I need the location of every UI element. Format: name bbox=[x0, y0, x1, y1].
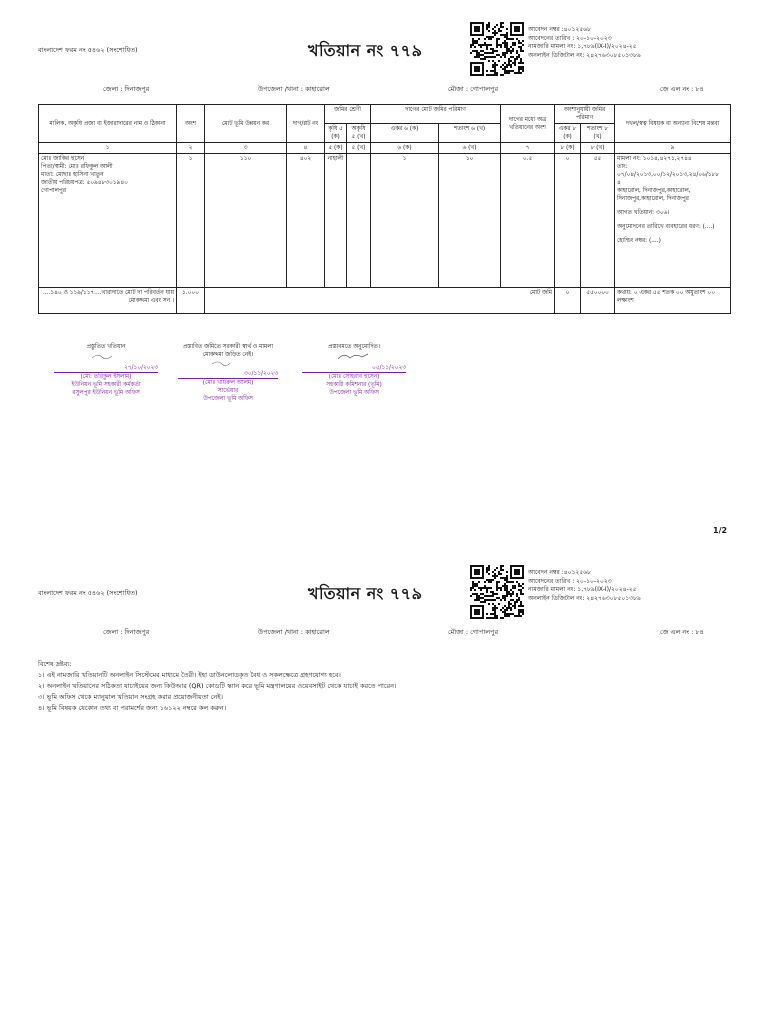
subheader-class-b: অকৃষি ৫ (খ) bbox=[347, 124, 371, 143]
signatory-designation: সার্ভেয়ার bbox=[217, 388, 239, 394]
page-number: 1/2 bbox=[713, 526, 728, 535]
footer-total-decimal: ৫৫০০০০ bbox=[581, 288, 615, 314]
khatian-share-cell: ০.৫ bbox=[501, 154, 555, 288]
remarks-line: দিনাজপুর,কাহারোল, দিনাজপুর bbox=[617, 196, 689, 202]
signature-block-3 bbox=[302, 343, 406, 397]
share-acre-cell: ০ bbox=[555, 154, 581, 288]
signatory-office: উপজেলা ভূমি অফিস bbox=[203, 396, 253, 402]
owner-father: পিতা/স্বামী: মোঃ রফিকুল আলী bbox=[41, 164, 113, 170]
district: জেলা : দিনাজপুর bbox=[103, 628, 150, 636]
remarks-line: ৪ bbox=[617, 180, 621, 186]
subheader-class-a: কৃষি ৫ (ক) bbox=[325, 124, 347, 143]
total-decimal-cell: ১০ bbox=[439, 154, 501, 288]
remarks-line: অনুমোদনের তারিখে ব্যবহারের ধরণ: (....) bbox=[617, 224, 715, 230]
special-notes bbox=[38, 659, 396, 714]
col-num: ৭ bbox=[501, 143, 555, 154]
note-item: ৪। ভূমি বিষয়ক যেকোন তথ্য বা পরামর্শের জন্য ১৬১২২ নম্বরে কল করুন। bbox=[38, 704, 227, 712]
col-num: ২ bbox=[177, 143, 205, 154]
qr-code-icon bbox=[470, 22, 524, 76]
remarks-line: তাং: bbox=[617, 164, 628, 170]
col-num: ৫ (ক) bbox=[325, 143, 347, 154]
header-share-land: অংশানুযায়ী জমির পরিমাণ bbox=[555, 105, 615, 124]
remarks-line: মামলা নং: ১০১৪,৪২৭১,২৭৪৪ bbox=[617, 156, 692, 162]
share-decimal-cell: ৫৫ bbox=[581, 154, 615, 288]
district: জেলা : দিনাজপুর bbox=[103, 85, 150, 93]
col-num: ৬ (ক) bbox=[371, 143, 439, 154]
footer-in-words: কথায়: ০ একর ৫৫ শতক ০০ অযুতাংশ ০০ লক্ষাংশ bbox=[615, 288, 731, 314]
footer-share-total: ১.০০০ bbox=[177, 288, 205, 314]
signature-scribble-icon bbox=[208, 359, 248, 367]
online-digital-number: অনলাইন ডিজিটাল নং: ২৪২৭৬৩০৮৫০১৩৮৯ bbox=[528, 594, 641, 602]
column-number-row bbox=[39, 143, 731, 154]
jl-number: জে এল নং : ৮৪ bbox=[660, 85, 704, 93]
application-info bbox=[528, 26, 641, 60]
application-date: আবেদনের তারিখ : ২০-১০-২০২৩ bbox=[528, 577, 612, 585]
signature-title: প্রস্তাবমতে অনুমোদিত। bbox=[328, 344, 380, 350]
signatory-office: উপজেলা ভূমি অফিস bbox=[329, 390, 379, 396]
col-num: ১ bbox=[39, 143, 177, 154]
signatory-name: (মো: তরিকুল ইসলাম) bbox=[80, 374, 132, 380]
mutation-case-number: নামজারি মামলা নং: ১,৭৮৯(IX-I)/২০২৪-২৫ bbox=[528, 43, 637, 50]
header-owner: মালিক, অকৃষি প্রজা বা ইজারাদারের নাম ও ঠিকানা bbox=[39, 105, 177, 143]
total-acre-cell: ১ bbox=[371, 154, 439, 288]
signature-scribble-icon bbox=[86, 351, 126, 361]
mouza: মৌজা : গোপালপুর bbox=[448, 628, 499, 636]
col-num: ৯ bbox=[615, 143, 731, 154]
signatory-designation: সহকারী কমিশনার (ভূমি) bbox=[326, 382, 382, 388]
application-number: আবেদন নম্বর :৪০১২৫৬৮ bbox=[528, 26, 592, 33]
owner-cell bbox=[39, 154, 177, 288]
signature-block-2 bbox=[178, 343, 278, 403]
header-khatian-share: দাগের মধ্যে অত্র খতিয়ানের অংশ bbox=[501, 105, 555, 143]
remarks-line: হোল্ডিং নম্বর: (....) bbox=[617, 238, 661, 244]
remarks-line: ০৭/০৪/২০১৩,০০/১২/২০১৩,২৪/০৬/১৮৮ bbox=[617, 172, 720, 178]
subheader-share-decimal: শতাংশ ৮ (খ) bbox=[581, 124, 615, 143]
owner-nid: জাতীয় পরিচয়পত্র: ৫০৯৪৮৩০১৯৪০ bbox=[41, 180, 128, 186]
application-info bbox=[528, 569, 641, 603]
footer-note: ....১৪০ ও ১১৯/১১৭....খারাদাতে মোট দা পরিবর্তন যায় মোকদ্দমা এবং সন । bbox=[39, 288, 177, 314]
signature-title: প্রস্তুতিত খতিয়ান bbox=[86, 344, 126, 350]
khatian-table bbox=[38, 104, 731, 314]
signatory-name: (মোঃ খায়রুল আলম) bbox=[202, 380, 254, 386]
signatory-designation: ইউনিয়ন ভূমি সহকারী কর্মকর্তা bbox=[71, 382, 141, 388]
total-row bbox=[39, 288, 731, 314]
col-num: ৮ (ক) bbox=[555, 143, 581, 154]
mutation-case-number: নামজারি মামলা নং: ১,৭৮৯(IX-I)/২০২৪-২৫ bbox=[528, 586, 637, 593]
class-a-cell: নাহালী bbox=[325, 154, 347, 288]
signatory-office: রসুলপুর ইউনিয়ন ভূমি অফিস bbox=[72, 390, 140, 396]
subheader-share-acre: একর ৮ (ক) bbox=[555, 124, 581, 143]
form-number: বাংলাদেশ ফরম নং ৫৪৬২ (সংশোধিত) bbox=[38, 589, 138, 597]
footer-total-label: মোট জমি bbox=[205, 288, 555, 314]
col-num: ৮ (খ) bbox=[581, 143, 615, 154]
signature-block-1 bbox=[54, 343, 158, 397]
share-cell: ১ bbox=[177, 154, 205, 288]
page-title: খতিয়ান নং ৭৭৯ bbox=[308, 584, 423, 603]
signature-date: ২৭/১০/২০২৩ bbox=[123, 365, 158, 371]
upazila: উপজেলা /থানা : কাহারোল bbox=[258, 85, 330, 93]
note-item: ২। অনলাইন খতিয়ানের সঠিকতা যাচাইয়ের জন্য কিউআর (QR) কোডটি স্ক্যান করে ভূমি মন্ত্রণালয়ের ওয়েবসাইট থেকে যাচাই করতে পারেন। bbox=[38, 682, 397, 690]
signature-date: ৩০/১১/২০২৩ bbox=[243, 371, 278, 377]
subheader-total-decimal: শতাংশ ৬ (খ) bbox=[439, 124, 501, 143]
upazila: উপজেলা /থানা : কাহারোল bbox=[258, 628, 330, 636]
note-item: ১। এই নামজারি খতিয়ানটি অনলাইন সিস্টেমের মাধ্যমে তৈরী। ইহা ডাউনলোডকৃত বৈধ ও সকলক্ষেত্রে গ্রহণযোগ্য হবে। bbox=[38, 671, 341, 679]
remarks-cell bbox=[615, 154, 731, 288]
owner-address: গোপালপুর bbox=[41, 188, 66, 194]
header-total-land: দাগের মোট জমির পরিমাণ bbox=[371, 105, 501, 124]
form-number: বাংলাদেশ ফরম নং ৫৪৬২ (সংশোধিত) bbox=[38, 46, 138, 54]
table-row bbox=[39, 154, 731, 288]
tax-cell: ১১০ bbox=[205, 154, 287, 288]
signature-title: প্রস্তাবিত জমিতে সরকারী স্বার্থ ও মামলা মোকদ্দমা জড়িত নেই। bbox=[182, 344, 274, 358]
header-tax: মোট ভূমি উন্নয়ন কর bbox=[205, 105, 287, 143]
signature-date: ০৫/১১/২০২৩ bbox=[371, 365, 406, 371]
mouza: মৌজা : গোপালপুর bbox=[448, 85, 499, 93]
remarks-line: কাহারোল, দিনাজপুর,কাহারোল, bbox=[617, 188, 691, 194]
application-date: আবেদনের তারিখ : ২০-১০-২০২৩ bbox=[528, 34, 612, 42]
note-item: ৩। ভূমি অফিস থেকে ম্যানুয়াল খতিয়ান সংগ্রহ করার প্রয়োজনীয়তা নেই। bbox=[38, 693, 223, 701]
header-land-class: জমির শ্রেণী bbox=[325, 105, 371, 124]
plot-cell: ৪০২ bbox=[287, 154, 325, 288]
col-num: ৪ bbox=[287, 143, 325, 154]
online-digital-number: অনলাইন ডিজিটাল নং: ২৪২৭৬৩০৮৫০১৩৮৯ bbox=[528, 51, 641, 59]
application-number: আবেদন নম্বর :৪০১২৫৬৮ bbox=[528, 569, 592, 576]
col-num: ৫ (খ) bbox=[347, 143, 371, 154]
owner-name: মোঃ জাকির হুসেন bbox=[41, 156, 85, 162]
footer-total-acre: ০ bbox=[555, 288, 581, 314]
qr-code-icon bbox=[470, 565, 524, 619]
header-row bbox=[39, 105, 731, 124]
col-num: ৩ bbox=[205, 143, 287, 154]
signatory-name: (মোঃ সোহরাব হুসেন) bbox=[328, 374, 380, 380]
owner-mother: মাতা: মোছাঃ হাসিনা খাতুন bbox=[41, 172, 104, 178]
remarks-line: আগত খতিয়ান: ৩০৬। bbox=[617, 210, 670, 216]
notes-heading: বিশেষ দ্রষ্টব্য: bbox=[38, 660, 72, 668]
header-share: অংশ bbox=[177, 105, 205, 143]
subheader-total-acre: একর ৬ (ক) bbox=[371, 124, 439, 143]
class-b-cell bbox=[347, 154, 371, 288]
header-remarks: দখল/স্বত্ব বিষয়ক বা অন্যান্য বিশেষ মন্তব্য bbox=[615, 105, 731, 143]
page-title: খতিয়ান নং ৭৭৯ bbox=[308, 41, 423, 60]
signature-scribble-icon bbox=[334, 351, 374, 361]
jl-number: জে এল নং : ৮৪ bbox=[660, 628, 704, 636]
header-plot: দাগ/প্লট নং bbox=[287, 105, 325, 143]
col-num: ৬ (খ) bbox=[439, 143, 501, 154]
